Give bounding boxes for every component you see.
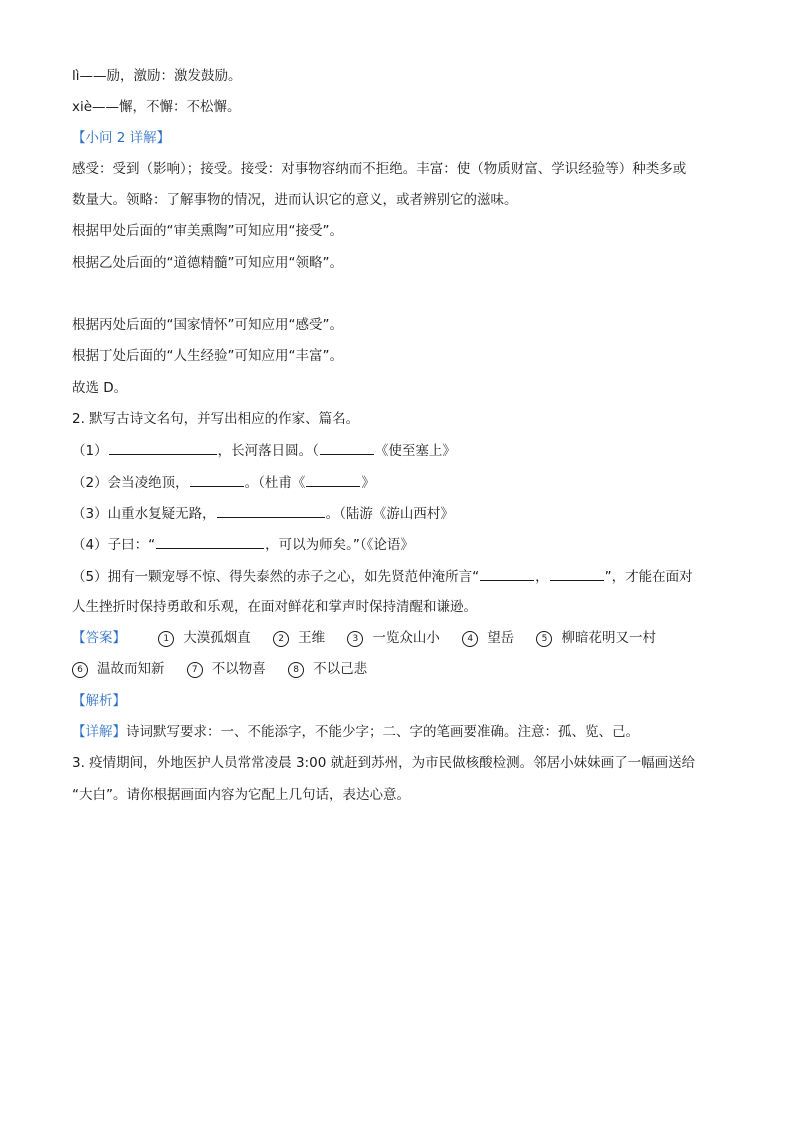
circled-number: 7 xyxy=(187,662,203,678)
poem-item-5: （5）拥有一颗宠辱不惊、得失泰然的赤子之心，如先贤范仲淹所言“ ， ”，才能在面对 xyxy=(72,566,693,587)
answer-item: 8 不以己悲 xyxy=(288,659,367,679)
pinyin-xie-line: xiè——懈，不懈：不松懈。 xyxy=(72,99,241,115)
choice-conclusion: 故选 D。 xyxy=(72,380,128,396)
detail-label: 【详解】 xyxy=(72,724,126,740)
question-3-line-1: 3. 疫情期间，外地医护人员常常凌晨 3:00 就赶到苏州，为市民做核酸检测。邻居小妹妹画了一幅画送给 xyxy=(72,755,696,771)
poem-item-3: （3）山重水复疑无路， 。（陆游《游山西村》 xyxy=(72,503,454,524)
reason-bing: 根据丙处后面的“国家情怀”可知应用“感受”。 xyxy=(72,317,343,333)
question-2-title: 2. 默写古诗文名句，并写出相应的作家、篇名。 xyxy=(72,411,360,427)
subquestion-2-header: 【小问 2 详解】 xyxy=(72,130,171,146)
circled-number: 8 xyxy=(288,662,304,678)
answer-item: 3 一览众山小 xyxy=(347,628,440,648)
question-3-line-2: “大白”。请你根据画面内容为它配上几句话，表达心意。 xyxy=(72,787,410,803)
circled-number: 4 xyxy=(462,631,478,647)
reason-yi: 根据乙处后面的“道德精髓”可知应用“领略”。 xyxy=(72,255,343,271)
answer-blank[interactable] xyxy=(217,503,325,518)
analysis-label: 【解析】 xyxy=(72,693,126,709)
answer-item: 1 大漠孤烟直 xyxy=(158,628,251,648)
circled-number: 2 xyxy=(273,631,289,647)
poem-item-4: （4）子曰：“ ，可以为师矣。”（《论语》 xyxy=(72,534,414,555)
circled-number: 5 xyxy=(536,631,552,647)
reason-ding: 根据丁处后面的“人生经验”可知应用“丰富”。 xyxy=(72,348,343,364)
answer-row-1 xyxy=(72,628,674,648)
answer-blank[interactable] xyxy=(109,440,217,455)
pinyin-li-line: lì——励，激励：激发鼓励。 xyxy=(72,68,242,84)
reason-jia: 根据甲处后面的“审美熏陶”可知应用“接受”。 xyxy=(72,223,343,239)
definition-para-2: 数量大。领略：了解事物的情况，进而认识它的意义，或者辨别它的滋味。 xyxy=(72,192,518,208)
answer-blank[interactable] xyxy=(320,440,374,455)
answer-item: 2 王维 xyxy=(273,628,325,648)
circled-number: 1 xyxy=(158,631,174,647)
answer-blank[interactable] xyxy=(190,472,244,487)
answer-item: 4 望岳 xyxy=(462,628,514,648)
circled-number: 3 xyxy=(347,631,363,647)
answer-item: 6 温故而知新 xyxy=(72,659,165,679)
definition-para-1: 感受：受到（影响）；接受。接受：对事物容纳而不拒绝。丰富：使（物质财富、学识经验等）种类多或 xyxy=(72,161,687,177)
answer-label: 【答案】 xyxy=(72,630,126,646)
poem-item-1: （1） ，长河落日圆。（ 《使至塞上》 xyxy=(72,440,456,461)
answer-item: 7 不以物喜 xyxy=(187,659,266,679)
answer-blank[interactable] xyxy=(306,472,360,487)
answer-blank[interactable] xyxy=(156,534,264,549)
poem-item-2: （2）会当凌绝顶， 。（杜甫《 》 xyxy=(72,472,375,493)
detail-line: 【详解】诗词默写要求：一、不能添字，不能少字；二、字的笔画要准确。注意：孤、览、己。 xyxy=(72,724,639,740)
answer-item: 5 柳暗花明又一村 xyxy=(536,628,656,648)
poem-item-5-cont: 人生挫折时保持勇敢和乐观，在面对鲜花和掌声时保持清醒和谦逊。 xyxy=(72,599,477,615)
answer-blank[interactable] xyxy=(480,566,534,581)
circled-number: 6 xyxy=(72,662,88,678)
answer-blank[interactable] xyxy=(550,566,604,581)
answer-row-2 xyxy=(72,659,385,679)
